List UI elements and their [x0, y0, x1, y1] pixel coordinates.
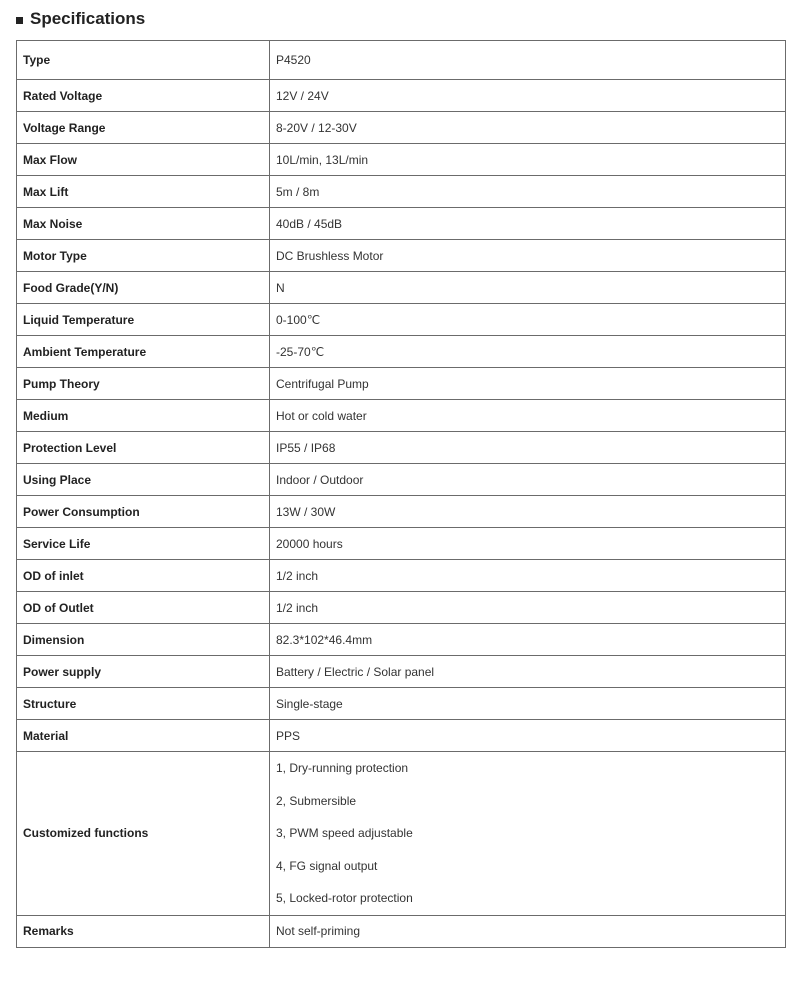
- remarks-value: Not self-priming: [270, 915, 786, 947]
- section-heading: [16, 8, 145, 30]
- spec-value: 13W / 30W: [270, 496, 786, 528]
- spec-row: [17, 240, 786, 272]
- spec-value: 5m / 8m: [270, 176, 786, 208]
- spec-label: Liquid Temperature: [17, 304, 270, 336]
- spec-value: Single-stage: [270, 688, 786, 720]
- spec-value: 20000 hours: [270, 528, 786, 560]
- spec-value: Battery / Electric / Solar panel: [270, 656, 786, 688]
- spec-label: Motor Type: [17, 240, 270, 272]
- spec-label: Material: [17, 720, 270, 752]
- spec-row: [17, 368, 786, 400]
- spec-row: [17, 560, 786, 592]
- spec-row: [17, 176, 786, 208]
- spec-value: Centrifugal Pump: [270, 368, 786, 400]
- section-title: Specifications: [30, 9, 146, 28]
- customized-functions-label: Customized functions: [17, 752, 270, 916]
- spec-row: [17, 112, 786, 144]
- customized-functions-value: [270, 752, 786, 916]
- spec-value: 12V / 24V: [270, 80, 786, 112]
- spec-row: [17, 656, 786, 688]
- spec-label: Medium: [17, 400, 270, 432]
- spec-label: Rated Voltage: [17, 80, 270, 112]
- spec-row: [17, 592, 786, 624]
- spec-value: 1/2 inch: [270, 592, 786, 624]
- spec-row: [17, 432, 786, 464]
- remarks-label: Remarks: [17, 915, 270, 947]
- spec-value: 82.3*102*46.4mm: [270, 624, 786, 656]
- spec-row: [17, 80, 786, 112]
- specifications-table-body: [17, 41, 786, 948]
- spec-label: Max Lift: [17, 176, 270, 208]
- spec-row: [17, 336, 786, 368]
- spec-value: PPS: [270, 720, 786, 752]
- spec-row: [17, 496, 786, 528]
- spec-value: 8-20V / 12-30V: [270, 112, 786, 144]
- square-bullet-icon: [16, 17, 23, 24]
- spec-row: [17, 400, 786, 432]
- customized-function-item: 5, Locked-rotor protection: [276, 891, 413, 905]
- customized-function-item: 3, PWM speed adjustable: [276, 826, 413, 840]
- spec-label: Protection Level: [17, 432, 270, 464]
- spec-value: N: [270, 272, 786, 304]
- spec-label: OD of Outlet: [17, 592, 270, 624]
- spec-label: Power supply: [17, 656, 270, 688]
- customized-functions-row: [17, 752, 786, 916]
- spec-value: 1/2 inch: [270, 560, 786, 592]
- spec-row: [17, 41, 786, 80]
- spec-label: Max Noise: [17, 208, 270, 240]
- spec-label: Pump Theory: [17, 368, 270, 400]
- spec-value: 10L/min, 13L/min: [270, 144, 786, 176]
- spec-label: Structure: [17, 688, 270, 720]
- spec-row: [17, 528, 786, 560]
- spec-label: OD of inlet: [17, 560, 270, 592]
- spec-row: [17, 304, 786, 336]
- spec-value: DC Brushless Motor: [270, 240, 786, 272]
- spec-row: [17, 272, 786, 304]
- spec-label: Dimension: [17, 624, 270, 656]
- spec-value: 40dB / 45dB: [270, 208, 786, 240]
- spec-label: Using Place: [17, 464, 270, 496]
- remarks-row: [17, 915, 786, 947]
- spec-label: Voltage Range: [17, 112, 270, 144]
- spec-value: Hot or cold water: [270, 400, 786, 432]
- spec-value: P4520: [270, 41, 786, 80]
- spec-value: IP55 / IP68: [270, 432, 786, 464]
- spec-value: Indoor / Outdoor: [270, 464, 786, 496]
- customized-functions-list: [276, 752, 779, 915]
- spec-row: [17, 144, 786, 176]
- spec-value: 0-100℃: [270, 304, 786, 336]
- spec-value: -25-70℃: [270, 336, 786, 368]
- customized-function-item: 2, Submersible: [276, 793, 357, 808]
- spec-row: [17, 624, 786, 656]
- customized-function-item: 1, Dry-running protection: [276, 761, 409, 775]
- customized-function-item: 4, FG signal output: [276, 858, 378, 873]
- spec-label: Service Life: [17, 528, 270, 560]
- specifications-table: [16, 40, 786, 948]
- spec-row: [17, 464, 786, 496]
- spec-row: [17, 688, 786, 720]
- spec-label: Ambient Temperature: [17, 336, 270, 368]
- spec-label: Food Grade(Y/N): [17, 272, 270, 304]
- spec-row: [17, 720, 786, 752]
- spec-label: Max Flow: [17, 144, 270, 176]
- spec-label: Type: [17, 41, 270, 80]
- spec-label: Power Consumption: [17, 496, 270, 528]
- spec-row: [17, 208, 786, 240]
